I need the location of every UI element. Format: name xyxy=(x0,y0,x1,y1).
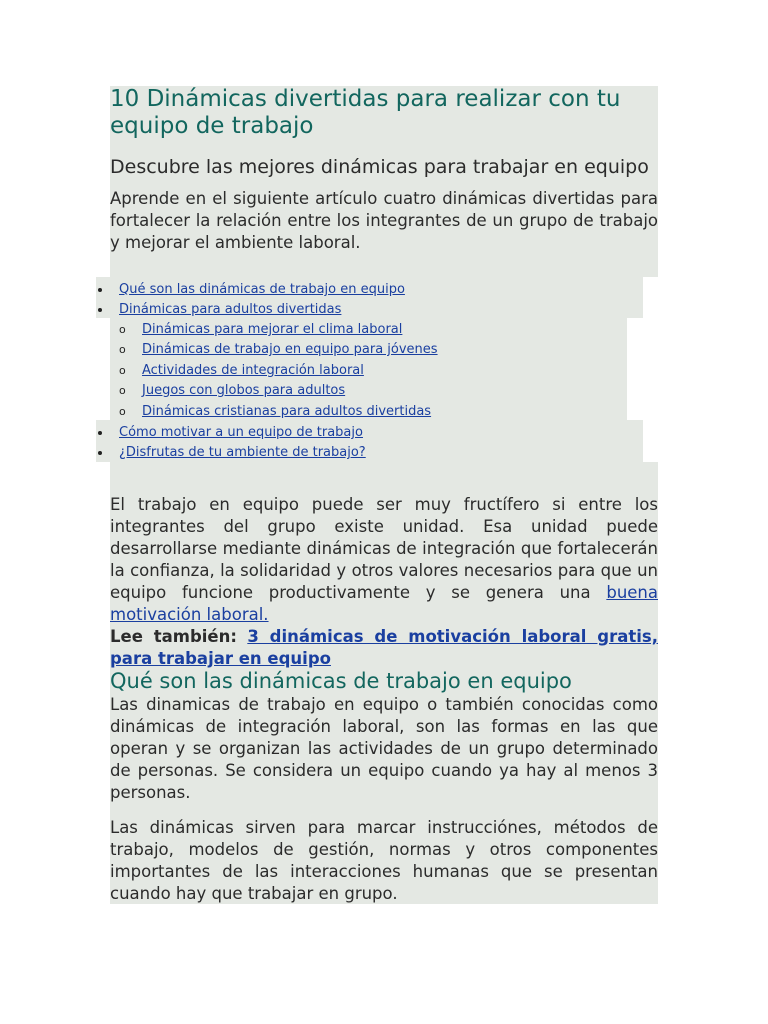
header-block xyxy=(110,86,658,277)
spacer xyxy=(110,462,658,494)
lee-tambien-link[interactable]: 3 dinámicas de motivación laboral gratis, para trabajar en equipo xyxy=(110,627,658,668)
table-of-contents xyxy=(96,277,658,462)
toc-link-integracion[interactable]: Actividades de integración laboral xyxy=(142,363,364,378)
section-heading: Qué son las dinámicas de trabajo en equipo xyxy=(110,669,572,693)
sub-bullet-icon: o xyxy=(119,405,126,418)
bullet-icon xyxy=(98,288,102,292)
lee-tambien-label: Lee también: xyxy=(110,627,237,646)
sub-bullet-icon: o xyxy=(119,323,126,336)
sub-bullet-icon: o xyxy=(119,364,126,377)
paragraph-definition: Las dinamicas de trabajo en equipo o también conocidas como dinámicas de integración laboral, son las formas en las que operan y se organizan las actividades de un grupo determinado de personas. Se considera un equipo cuando ya hay al menos 3 personas. xyxy=(110,695,658,802)
page-subtitle: Descubre las mejores dinámicas para trabajar en equipo xyxy=(110,156,649,178)
article-body xyxy=(110,462,658,904)
page-title: 10 Dinámicas divertidas para realizar con tu equipo de trabajo xyxy=(110,86,621,139)
toc-link-motivar[interactable]: Cómo motivar a un equipo de trabajo xyxy=(119,425,363,440)
sub-bullet-icon: o xyxy=(119,384,126,397)
paragraph-teamwork xyxy=(110,494,658,626)
paragraph-teamwork-text: El trabajo en equipo puede ser muy fructífero si entre los integrantes del grupo existe unidad. Esa unidad puede desarrollarse mediante dinámicas de integración que fortalecerán la confianza, la solidaridad y otros valores necesarios para que un equipo funcione productivamente y se genera una xyxy=(110,495,658,602)
toc-link-disfrutas[interactable]: ¿Disfrutas de tu ambiente de trabajo? xyxy=(119,445,366,460)
bullet-icon xyxy=(98,431,102,435)
paragraph-purpose: Las dinámicas sirven para marcar instrucciónes, métodos de trabajo, modelos de gestión, normas y otros componentes importantes de las interacciones humanas que se presentan cuando hay que trabajar en grupo. xyxy=(110,818,658,903)
toc-link-globos[interactable]: Juegos con globos para adultos xyxy=(142,383,346,398)
intro-paragraph: Aprende en el siguiente artículo cuatro dinámicas divertidas para fortalecer la relación entre los integrantes de un grupo de trabajo y mejorar el ambiente laboral. xyxy=(110,189,658,252)
toc-link-jovenes[interactable]: Dinámicas de trabajo en equipo para jóvenes xyxy=(142,342,438,357)
lee-tambien xyxy=(110,626,658,670)
motivation-link[interactable]: buena motivación laboral. xyxy=(110,583,658,624)
toc-link-adultos[interactable]: Dinámicas para adultos divertidas xyxy=(119,302,342,317)
toc-link-cristianas[interactable]: Dinámicas cristianas para adultos divertidas xyxy=(142,404,432,419)
toc-link-que-son[interactable]: Qué son las dinámicas de trabajo en equipo xyxy=(119,282,405,297)
bullet-icon xyxy=(98,451,102,455)
sub-bullet-icon: o xyxy=(119,343,126,356)
bullet-icon xyxy=(98,308,102,312)
toc-link-clima-laboral[interactable]: Dinámicas para mejorar el clima laboral xyxy=(142,322,403,337)
